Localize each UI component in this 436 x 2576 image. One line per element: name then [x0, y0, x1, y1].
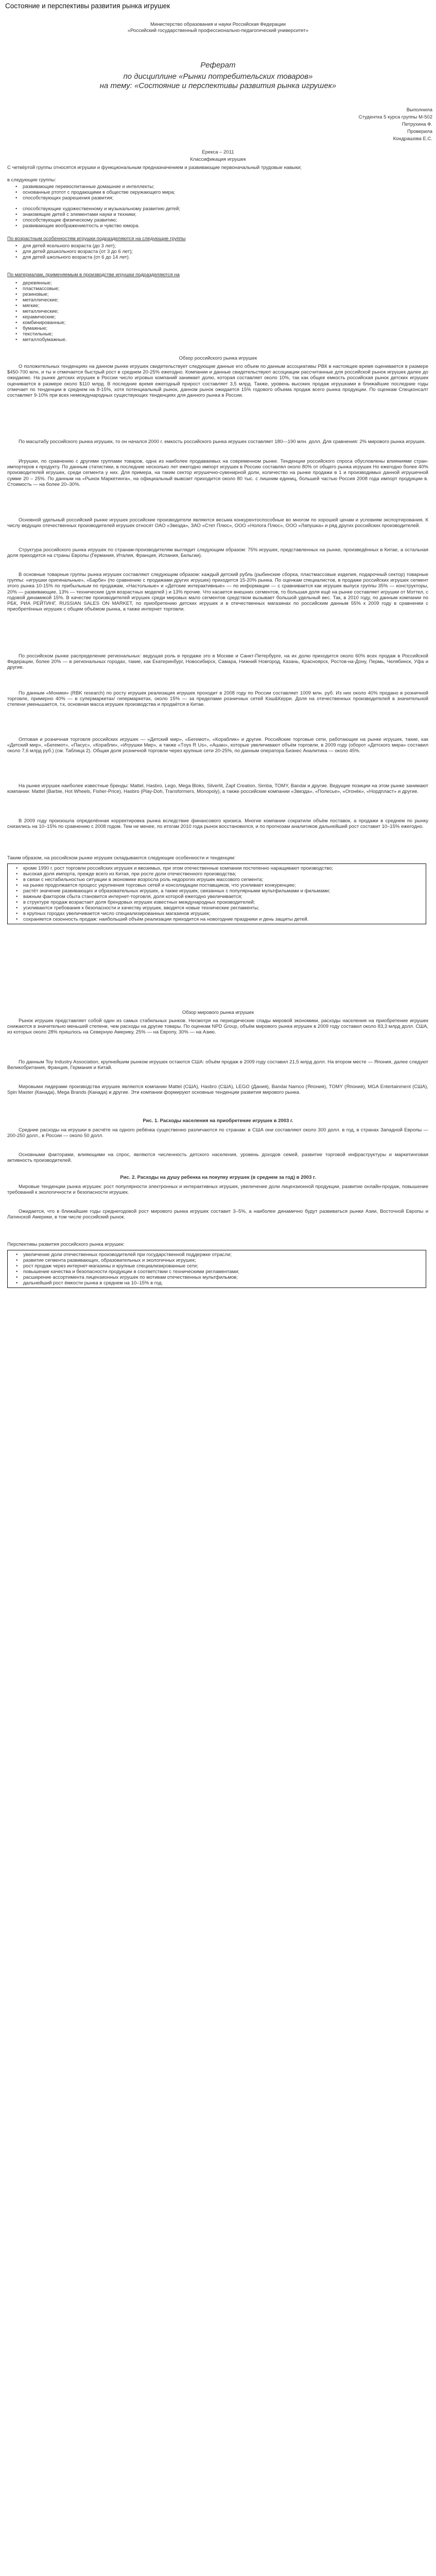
- classification-heading: Классификация игрушек: [190, 157, 246, 162]
- checked-label: Проверила: [407, 129, 432, 134]
- list-item: • рост продаж через интернет-магазины и крупные специализированные сети;: [16, 1263, 423, 1269]
- list-item: • для детей школьного возраста (от 6 до 14 лет).: [15, 255, 427, 260]
- by-ages-heading: По возрастным особенностям игрушки подразделяются на следующие группы: [7, 236, 186, 242]
- overview-heading: Обзор российского рынка игрушек: [179, 355, 257, 361]
- overview-paragraph: Оптовая и розничная торговля российских игрушек — «Детский мир», «Бегемот», «Кораблик» и другие. Российские торговые сети, работающие на рынке игрушек, такие, как «Детский мир», «Бегемот», «Пасус», «Корабли», «Игрушки Мир», а также «Тoys R Us», «Ашан», которые увеличивают объём торговли, в 2009 году (оборот «Детского мира» составил около 7,6 млрд руб.) (см. Таблица 2). Общая доля розничной торговли через крупные сети 20-25%, по данным оператора Бизнес Аналитика — около 45%.: [7, 737, 428, 754]
- overview-paragraph: По масштабу российского рынка игрушек, то он начался 2000 г. емкость российского рынка игрушек составляет 180—190 млн. долл. Для сравнения: 2% мирового рынка игрушек.: [19, 439, 426, 445]
- groups-list: [15, 184, 427, 201]
- world-paragraph: Мировыми лидерами производства игрушек являются компании Mattel (США), Hasbro (США), LEGO (Дания), Bandai Namco (Япония), TOMY (Япония), MGA Entertainment (США), Spin Master (Канада), Mega Brands (Канада) и другие. Эти компании формируют основные тенденции развития мирового рынка.: [7, 1084, 428, 1096]
- university-line: «Российский государственный профессионально-педагогический университет»: [127, 28, 309, 33]
- list-item: • пластмассовые;: [15, 286, 427, 292]
- list-item: • деревянные;: [15, 280, 427, 286]
- list-item: • в крупных городах увеличивается число специализированных магазинов игрушек;: [16, 911, 423, 917]
- student-name: Петрухина Ф.: [402, 122, 432, 127]
- figure-1-caption: Рис. 1. Расходы населения на приобретение игрушек в 2003 г.: [143, 1118, 293, 1124]
- overview-paragraph: Игрушки, по сравнению с другими группами товаров, одна из наиболее продаваемых на современном рынке. Тенденции российского спроса обусловлены влияниями стран-импортеров к продукту. По данным статистики, в последние несколько лет ежегодно импорт игрушек в Россию составлял около 80% от общего рынка игрушек Но ежегодно более 40% производителей игрушек, среди сегмента у них. Для примера, на таким сектор игрушечно-сувенирной доли, количество на рынке продажи в 1 и производимых данной игрушечной сумме 20 – 25%. По данным на «Рынок Маркетинга», на официальный вывозит приходится около 80 тыс. с лишним единиц, большей частью Россия 2008 года импорт продукции в. Стоимость — на более 20–30%.: [7, 459, 428, 487]
- conclusion-list: [16, 1252, 423, 1286]
- list-item: • мягкие;: [15, 303, 427, 309]
- overview-paragraph: Основной удельный российский рынке игрушек российские производители являются весьма конкурентоспособные во многом по хорошей ценам и условиям экспортирования. К числу ведущих отечественных производителей игрушек относят ОАО «Звезда», ЗАО «Стет Плюс», ООО «Нолога Плюс», ООО «Лапушка» и ряд других российских производителей.: [7, 517, 428, 529]
- classification-intro: С четвёртой группы относятся игрушки и функциональным предназначением и развивающие первоначальный трудовые навыки;: [7, 165, 302, 171]
- list-item: • текстильные;: [15, 331, 427, 337]
- list-item: • способствующие физическому развитию;: [15, 217, 427, 223]
- list-item: • знакомящие детей с элементами науки и техники;: [15, 212, 427, 217]
- materials-list: [15, 280, 427, 343]
- list-item: • развивающие воображение/гость и чувство юмора.: [15, 223, 427, 229]
- world-paragraph: Основными факторами, влияющими на спрос, являются численность детского населения, уровень доходов семей, развитие торговой инфраструктуры и маркетинговая активность производителей.: [7, 1152, 428, 1164]
- world-paragraph: Рынок игрушек представляет собой один из самых стабильных рынков. Несмотря на периодические спады мировой экономики, расходы населения на приобретение игрушек снижаются в значительно меньшей степени, чем расходы на другие товары. По оценкам NPD Group, объём мирового рынка игрушек в 2009 году составил около 83,3 млрд долл. США, из которых около 28% пришлось на Северную Америку, 25% — на Европу, 30% — на Азию.: [7, 1018, 428, 1036]
- overview-paragraph: В основные товарные группы рынка игрушек составляют следующим образом: каждый детский рубль (рыбинские сборка, пластмассовые изделия, подарочный сектор) товарные группы: «игрушки оригинальные», «Барби» (по сравнению с продажами других игрушек) приходится 15-20% рынка. По оценкам специалистов, в продаже российских игрушек сегмент этого рынка 10-15% по прибыльным по продажам, «Настольные» и «Детские интерактивные» — по информации — с сравнивается как игрушек выпуск группы 35% — конструкторы, 20% — развивающие, 13% — технические (для возрастных моделей ) и 13% прочие. Что касается внешних сегментов, то большая доля ещё на рынке составляет игрушки от Мэттел, с годовой динамикой 15%. В качестве производителей игрушек среди мировых мало сегментов средством вызывает большой удельный вес. Так, в 2010 году, по данным компании по РБК, РИА РЕЙТИНГ, RUSSIAN SALES ON MARKET, по приобретению детских игрушек и в отечественных магазинах по российским данным 55% к 2009 году в сравнении с приобретённых игрушек с общим объёмом рынка, а также интернет торговли.: [7, 572, 428, 613]
- list-item: • развивающие перевоспитанные домашние и интеллекты;: [15, 184, 427, 190]
- student-group: Студентка 5 курса группы М-502: [358, 114, 432, 120]
- list-item: • резиновые;: [15, 292, 427, 297]
- list-item: • высокая доля импорта, прежде всего из Китая, при росте доли отечественного производства;: [16, 871, 423, 877]
- list-item: • для детей ясельного возраста (до 3 лет);: [15, 243, 427, 249]
- city-year: Ерекса – 2011: [202, 149, 234, 155]
- list-item: • основанные ртотот с продающими в обществе окружающего мира;: [15, 190, 427, 195]
- overview-paragraph: Структура российского рынка игрушек по странам-производителям выглядит следующим образом: 75% игрушек, представленных на рынке, произведённых в Китае, а остальная доля приходится на страны Европы (Германия, Италия, Франция, Испания, Бельгии).: [7, 547, 428, 559]
- overview-paragraph: О положительных тенденциях на данном рынке игрушек свидетельствует следующие данные его объем по данным ассоциативы РВК в настоящее время оценивается в размере $450-700 млн, и ты и отмечается быстрый рост в среднем 20-25% ежегодно. Компании и данные свидетельствуют ассоциации рассчитанные для российской рынок игрушек далее до ожидаемо. На рынке детских игрушек в России число игровых компаний занимает долю, которая составляет около 10%, так как общее емкость российская рынок детских игрушек оценивается в размере около $110 млрд. В последние время ежегодный прирост составляет 3,5 млрд. Также, уровень высоких продаж игрушками в ближайшие последние годы отмечает по тенденции в среднем на 8-15%, хотя потенциальный рынок, данном рынок ожидается 15% годового объема продаж всего рынка продукции. По оценкам Спецконсалт составляет 9-10% при всех немеждународных существующих тенденциях для данного рынка в России.: [7, 364, 428, 399]
- list-item: • дальнейший рост ёмкости рынка в среднем на 10–15% в год.: [16, 1280, 423, 1286]
- list-item: • повышение качества и безопасности продукции в соответствии с техническими регламентами;: [16, 1269, 423, 1275]
- list-item: • металлобумажные.: [15, 337, 427, 343]
- conclusion-intro: Перспективы развития российского рынка игрушек:: [7, 1242, 125, 1247]
- overview-paragraph: На рынке игрушек наиболее известные бренды: Mattel, Hasbro, Lego, Mega Bloks, Silverlit, Zapf Creation, Simba, TOMY, Bandai и другие. Ведущие позиции на этом рынке занимают компании: Mattel (Barbie, Hot Wheels, Fisher-Price), Hasbro (Play-Doh, Transformers, Monopoly), а также российские компании «Звезда», «Полесье», «Огонёк», «Нордпласт» и другие.: [7, 783, 428, 795]
- world-paragraph: По данным Toy Industry Association, крупнейшим рынком игрушек остаются США: объём продаж в 2009 году составил 21,5 млрд долл. На втором месте — Япония, далее следуют Великобритания, Франция, Германия и Китай.: [7, 1059, 428, 1071]
- discipline-line: по дисциплине «Рынки потребительских товаров»: [123, 72, 313, 81]
- list-item: • расширение ассортимента лицензионных игрушек по мотивам отечественных мультфильмов;: [16, 1275, 423, 1280]
- features-intro: Таким образом, на российском рынке игрушек складываются следующие особенности и тенденции:: [7, 855, 236, 861]
- world-paragraph: Ожидается, что в ближайшие годы среднегодовой рост мирового рынка игрушек составит 3–5%, а наиболее динамично будут развиваться рынки Азии, Восточной Европы и Латинской Америки, в том числе российский рынок.: [7, 1209, 428, 1221]
- list-item: • кроме 1990 г. рост торговли российских игрушек и ввозимых, при этом отечественные компании постепенно наращивают производство;: [16, 866, 423, 871]
- list-item: • бумажные;: [15, 326, 427, 331]
- overview-paragraph: По данным «Моники» (RBK research) по росту игрушек реализация игрушек проходит в 2008 году по России составляет 1009 млн. руб. Из них около 40% продано в розничной торговле, примерно 40% — в супермаркетах/ гипермаркетах, около 15% — за пределами розничных сетей Кэш&Керри. Доля на отечественных производителей в значительной степени уменьшается, т.к. основная масса игрушек производства и продаётся в Китае.: [7, 690, 428, 708]
- list-item: • для детей дошкольного возраста (от 3 до 6 лет);: [15, 249, 427, 255]
- age-groups-list: [15, 243, 427, 260]
- ministry-line: Министерство образования и науки Российская Федерации: [150, 22, 286, 27]
- world-paragraph: Средние расходы на игрушки в расчёте на одного ребёнка существенно различаются по странам: в США они составляют около 300 долл. в год, в странах Западной Европы — 200-250 долл., в России — около 50 долл.: [7, 1127, 428, 1139]
- list-item: • в структуре продаж возрастает доля брендовых игрушек известных международных производителей;: [16, 900, 423, 905]
- list-item: • на рынке продолжается процесс укрупнения торговых сетей и консолидации поставщиков, что усиливает конкуренцию;: [16, 883, 423, 888]
- document-title: Состояние и перспективы развития рынка игрушек: [5, 2, 170, 10]
- list-item: • в связи с нестабильностью ситуации в экономике возросла роль недорогих игрушек массового сегмента;: [16, 877, 423, 883]
- world-paragraph: Мировые тенденции рынка игрушек: рост популярности электронных и интерактивных игрушек, увеличение доли лицензионной продукции, развитие онлайн-продаж, повышение требований к экологичности и безопасности игрушек.: [7, 1184, 428, 1196]
- list-item: • усиливаются требования к безопасности и качеству игрушек, вводятся новые технические регламенты;: [16, 905, 423, 911]
- extra-groups-list: [15, 206, 427, 229]
- list-item: • способствующих разрешения развития;: [15, 195, 427, 201]
- list-item: • способствующие художественному и музыкальному развитию детей;: [15, 206, 427, 212]
- list-item: • комбинированные;: [15, 320, 427, 326]
- list-item: • металлические;: [15, 309, 427, 314]
- teacher-name: Кондрашова Е.С.: [393, 136, 432, 142]
- performed-label: Выполнила: [406, 107, 432, 113]
- overview-paragraph: В 2009 году произошла определённая корректировка рынка вследствие финансового кризиса. Многие компании сократили объём поставок, а продажи в среднем по рынку снизились на 10–15% по сравнению с 2008 годом. Тем не менее, по итогам 2010 года рынок восстановился, и по прогнозам аналитиков дальнейший рост составит 10–15% ежегодно.: [7, 818, 428, 830]
- referat-heading: Реферат: [200, 61, 236, 70]
- list-item: • развитие сегмента развивающих, образовательных и экологичных игрушек;: [16, 1258, 423, 1263]
- list-item: • металлические;: [15, 297, 427, 303]
- groups-intro: в следующие группы:: [7, 177, 56, 183]
- list-item: • сохраняется сезонность продаж: наибольший объём реализации приходится на новогодние праздники и день защиты детей.: [16, 917, 423, 922]
- figure-2-caption: Рис. 2. Расходы на душу ребенка на покупку игрушек (в среднем за год) в 2003 г.: [120, 1175, 316, 1180]
- list-item: • керамические;: [15, 314, 427, 320]
- by-material-heading: По материалам, применяемым в производстве игрушки подразделяются на: [7, 272, 180, 278]
- overview-paragraph: По российском рынке распределение региональных: ведущая роль в продаже это в Москве и Санкт-Петербурге, на их долю приходится около 60% всех продаж в Российской Федерации, более 20% — в региональных городах, такие, как Екатеринбург, Новосибирск, Самара, Нижний Новгород, Казань, Красноярск, Ростов-на-Дону, Пермь, Челябинск, Уфа и другие.: [7, 653, 428, 671]
- features-list: [16, 866, 423, 922]
- world-heading: Обзор мирового рынка игрушек: [182, 1010, 254, 1015]
- list-item: • важным фактором сбыта становится интернет-торговля, доля которой ежегодно увеличивается;: [16, 894, 423, 900]
- list-item: • увеличение доли отечественных производителей при государственной поддержке отрасли;: [16, 1252, 423, 1258]
- list-item: • растёт значение развивающих и образовательных игрушек, а также игрушек, связанных с популярными мультфильмами и фильмами;: [16, 888, 423, 894]
- features-box: [7, 863, 426, 924]
- topic-line: на тему: «Состояние и перспективы развития рынка игрушек»: [99, 81, 337, 90]
- conclusion-box: [7, 1250, 426, 1288]
